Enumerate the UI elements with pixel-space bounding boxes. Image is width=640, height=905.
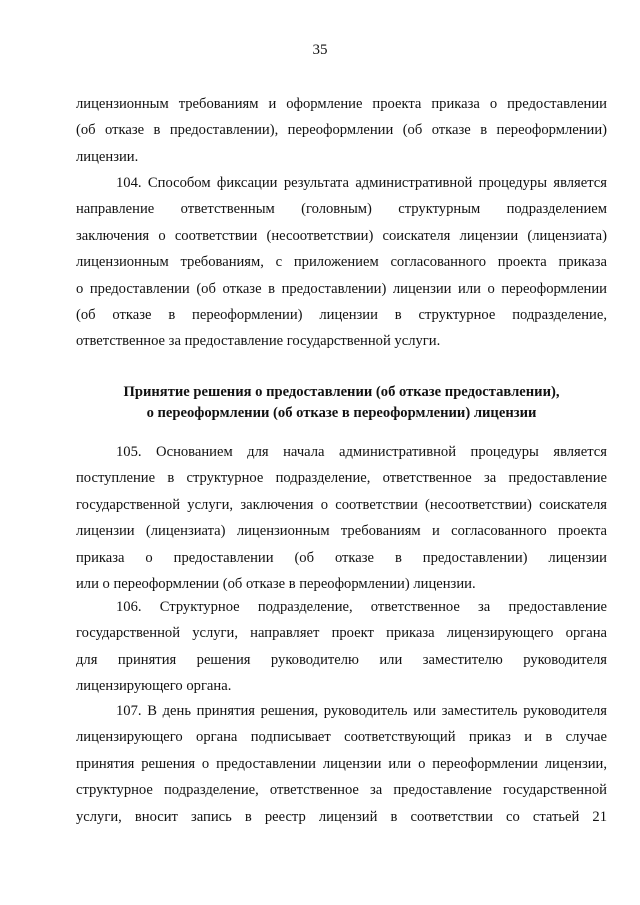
text-line: (об отказе в предоставлении), переоформлении (об отказе в переоформлении) (76, 122, 607, 139)
text-line: для принятия решения руководителю или заместителю руководителя (76, 651, 607, 668)
text-line: заключения о соответствии (несоответствии) соискателя лицензии (лицензиата) (76, 227, 607, 244)
text-line: государственной услуги, заключения о соответствии (несоответствии) соискателя (76, 496, 607, 513)
text-line: ответственное за предоставление государственной услуги. (76, 333, 441, 350)
text-line: государственной услуги, направляет проект приказа лицензирующего органа (76, 625, 607, 642)
paragraph-106 (76, 594, 607, 700)
text-line: структурное подразделение, ответственное за предоставление государственной (76, 782, 607, 799)
page-number: 35 (312, 42, 328, 58)
text-line: (об отказе в переоформлении) лицензии в структурное подразделение, (76, 306, 607, 323)
text-line: о предоставлении (об отказе в предоставлении) лицензии или о переоформлении (76, 280, 607, 297)
text-line: направление ответственным (головным) структурным подразделением (76, 201, 607, 218)
text-line: услуги, вносит запись в реестр лицензий в соответствии со статьей 21 (76, 808, 607, 825)
text-line: поступление в структурное подразделение, ответственное за предоставление (76, 470, 607, 487)
text-line: лицензионным требованиям, с приложением согласованного проекта приказа (76, 254, 607, 271)
section-heading (76, 382, 607, 424)
text-line: 107. В день принятия решения, руководитель или заместитель руководителя (116, 703, 607, 719)
text-line: лицензирующего органа подписывает соответствующий приказ и в случае (76, 729, 607, 746)
text-line: лицензии. (76, 148, 139, 165)
paragraph-104 (76, 170, 607, 355)
text-line: 105. Основанием для начала административной процедуры является (116, 444, 607, 460)
text-line: лицензионным требованиям и оформление проекта приказа о предоставлении (76, 96, 607, 112)
text-line: или о переоформлении (об отказе в переоформлении) лицензии. (76, 575, 476, 592)
text-line: принятия решения о предоставлении лицензии или о переоформлении лицензии, (76, 755, 607, 772)
text-line: 104. Способом фиксации результата административной процедуры является (116, 175, 607, 191)
text-line: лицензирующего органа. (76, 678, 232, 695)
text-line: приказа о предоставлении (об отказе в предоставлении) лицензии (76, 549, 607, 566)
heading-line: Принятие решения о предоставлении (об отказе предоставлении), (123, 384, 560, 400)
text-line: 106. Структурное подразделение, ответственное за предоставление (116, 599, 607, 615)
paragraph-105 (76, 439, 607, 597)
paragraph-continuation (76, 91, 607, 170)
paragraph-107 (76, 698, 607, 830)
heading-line: о переоформлении (об отказе в переоформлении) лицензии (146, 405, 537, 421)
text-line: лицензии (лицензиата) лицензионным требованиям и согласованного проекта (76, 523, 607, 540)
